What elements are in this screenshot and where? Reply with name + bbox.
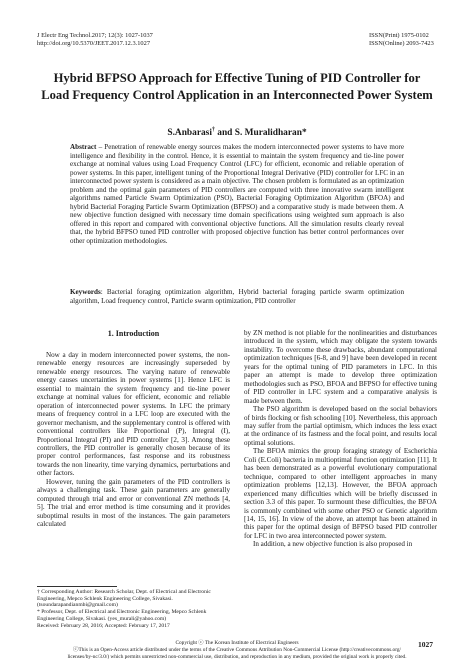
- journal-citation: J Electr Eng Technol.2017; 12(3): 1027-1037: [37, 32, 153, 39]
- abstract-text: – Penetration of renewable energy sources makes the modern interconnected power systems to have more intelligence and flexibility in the control. Hence, it is essential to maintain the system frequency and tie-line power exchange at nominal values using Load Frequency Control (LFC) for efficient, economic and reliable operation of power systems. In this paper, intelligent tuning of the Proportional Integral Derivative (PID) controller for LFC in an interconnected power system is considered as a main objective. The chosen problem is formulated as an optimization problem and the optimal gain parameters of PID controllers are computed with three innovative swarm intelligent algorithms named Particle Swarm Optimization (PSO), Bacterial Foraging Optimization Algorithm (BFOA) and hybrid Bacterial Foraging Particle Swarm Optimization (BFPSO) and a comparative study is made between them. A new objective function designed with necessary time domain specifications using weighted sum approach is also offered in this report and compared with conventional objective functions. All the simulation results clearly reveal that, the hybrid BFPSO tuned PID controller with proposed objective function has better control performances over other optimization methodologies.: [70, 143, 404, 246]
- author-name: S.Anbarasi: [167, 128, 212, 139]
- paper-title-line-1: Hybrid BFPSO Approach for Effective Tuning of PID Controller for: [53, 71, 421, 85]
- paragraph: The BFOA mimics the group foraging strategy of Escherichia Coli (E.Coli) bacteria in multioptimal function optimization [11]. It has been demonstrated as a powerful evolutionary computational technique, compared to other intelligent approaches in many optimization problems [12,13]. However, the BFOA approach experienced many difficulties which will be briefly discussed in section 3.3 of this paper. To surmount these difficulties, the BFOA is commonly combined with some other PSO or Genetic algorithm [14, 15, 16]. In view of the above, an attempt has been attained in this paper for the optimal design of BFPSO based PID controller for LFC in two area interconnected power system.: [244, 447, 437, 540]
- footnote-divider: [37, 586, 117, 587]
- paper-title-line-2: Load Frequency Control Application in an Interconnected Power System: [41, 88, 433, 102]
- author-separator: and: [214, 128, 235, 139]
- footnote: * Professor, Dept. of Electrical and Electronic Engineering, Mepco Schlenk Engineering College, Sivakasi. (yes_murali@yahoo.com): [37, 609, 207, 622]
- keywords-label: Keywords: [70, 288, 101, 296]
- paragraph: Now a day in modern interconnected power systems, the non-renewable energy resources are increasingly superseded by renewable energy resources. The varying nature of renewable energy causes uncertainties in power systems [1]. Hence LFC is essential to maintain the system frequency and tie-line power exchange at nominal values for efficient, economic and reliable operation of interconnected power systems. In LFC the primary means of frequency control in a LFC loop are executed with the governor mechanism, and the supplementary control is offered with conventional controllers like Proportional (P), Integral (I), Proportional Integral (PI) and PID controller [2, 3]. Among these controllers, the PID controller is generally chosen because of its proper control performances, fast response and its robustness towards the non linearity, time varying dynamics, perturbations and other factors.: [37, 351, 230, 478]
- keywords: [70, 288, 404, 305]
- body-text: [37, 351, 230, 529]
- doi-link[interactable]: http://doi.org/10.5370/JEET.2017.12.3.1027: [37, 40, 151, 47]
- abstract-label: Abstract: [70, 143, 97, 151]
- issn-online: ISSN(Online) 2093-7423: [369, 40, 434, 47]
- author-mark: †: [211, 127, 215, 133]
- open-access-icon: ⓒ: [72, 647, 79, 653]
- footer-copyright: Copyright ⓒ The Korean Institute of Electrical Engineers: [175, 640, 299, 646]
- footer-license-continued: licenses/by-nc/3.0/) which permits unrestricted non-commercial use, distribution, and reproduction in any medium, provided the original work is properly cited.: [67, 654, 407, 660]
- paragraph: by ZN method is not pliable for the nonlinearities and disturbances introduced in the system, which may obligate the system towards instability. To overcome these drawbacks, abundant computational optimization techniques [6-8, and 9] have been developed in recent years for the optimal tuning of PID parameters in LFC. In this paper an attempt is made to develop three optimization methodologies such as PSO, BFOA and BFPSO for effective tuning of PID controller in LFC system and a comparative analysis is made between them.: [244, 329, 437, 405]
- keywords-text: : Bacterial foraging optimization algorithm, Hybrid bacterial foraging particle swarm optimization algorithm, Load frequency control, Particle swarm optimization, PID controller: [70, 288, 404, 305]
- paragraph: However, tuning the gain parameters of the PID controllers is always a challenging task. These gain parameters are generally computed through trial and error or conventional ZN methods [4, 5]. The trial and error method is time consuming and it provides suboptimal results in most of the instances. The gain parameters calculated: [37, 477, 230, 529]
- paragraph: The PSO algorithm is developed based on the social behaviors of birds flocking or fish schooling [10]. Nevertheless, this approach may suffer from the partial optimism, which induces the less exact at the ordinance of its fastness and the focal point, and results local optimal solutions.: [244, 405, 437, 447]
- section-heading: 1. Introduction: [107, 329, 160, 338]
- abstract: [70, 143, 404, 246]
- footer-license: [0, 647, 474, 653]
- footnotes: [37, 589, 230, 629]
- author-line: [0, 124, 474, 139]
- left-column: [37, 329, 230, 529]
- issn-print: ISSN(Print) 1975-0102: [369, 32, 429, 39]
- footnote: † Corresponding Author: Research Scholar, Dept. of Electrical and Electronic Engineering, Mepco Schlenk Engineering College, Sivakasi. (tsoundarapandianmbi@gmail.com): [37, 589, 211, 609]
- received-date: Received: February 28, 2016; Accepted: February 17, 2017: [37, 622, 170, 629]
- right-column: [244, 329, 437, 549]
- footer-license-text: This is an Open-Access article distributed under the terms of the Creative Commons Attribution Non-Commercial License (http://creativecommons.org/: [78, 647, 401, 653]
- page-number: 1027: [418, 640, 433, 649]
- author-mark: *: [301, 128, 307, 139]
- paragraph: In addition, a new objective function is also proposed in: [253, 540, 413, 549]
- author-name: S. Muralidharan: [234, 128, 302, 139]
